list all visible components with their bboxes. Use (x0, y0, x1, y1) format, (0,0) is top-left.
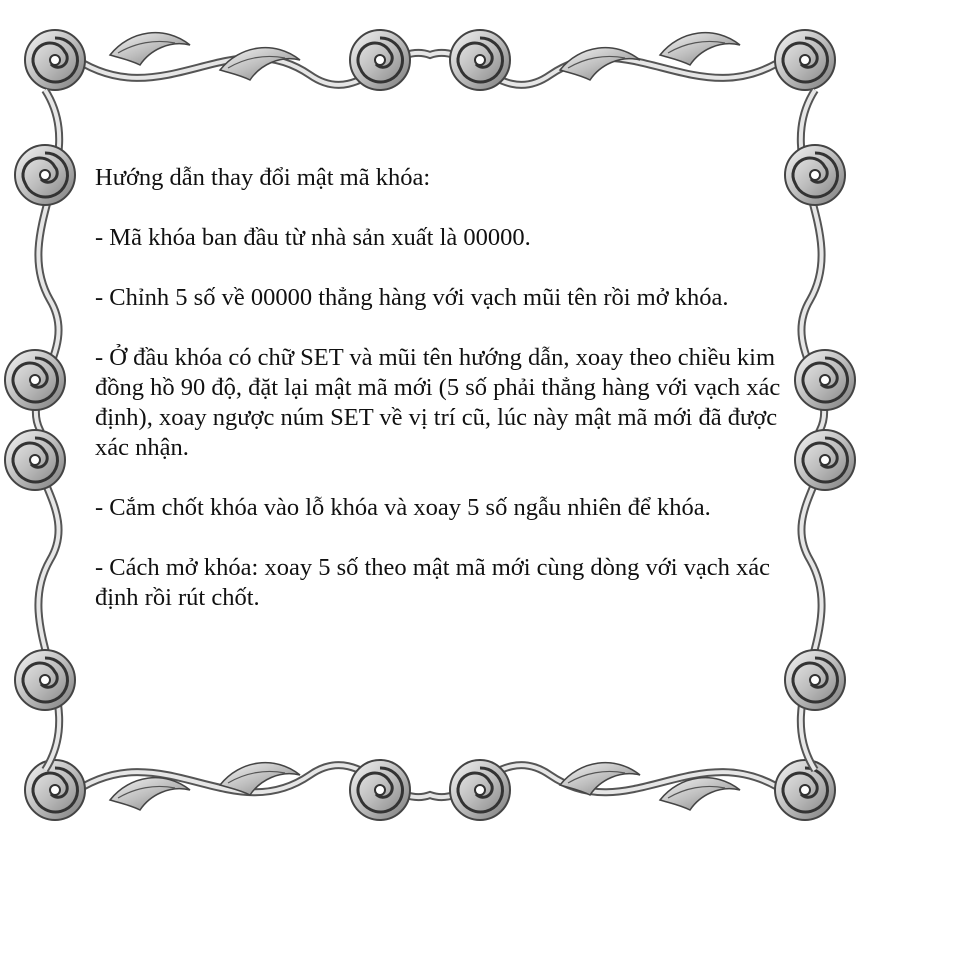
instruction-step: - Cách mở khóa: xoay 5 số theo mật mã mới cùng dòng với vạch xác định rồi rút chốt. (95, 554, 771, 611)
instruction-step: - Mã khóa ban đầu từ nhà sản xuất là 00000. (95, 224, 531, 251)
instructions-text (95, 163, 785, 643)
top-border (25, 30, 835, 90)
instructions-title: Hướng dẫn thay đổi mật mã khóa: (95, 164, 431, 191)
left-border (5, 90, 75, 770)
instruction-step: - Ở đầu khóa có chữ SET và mũi tên hướng dẫn, xoay theo chiều kim đồng hồ 90 độ, đặt lại mật mã mới (5 số phải thẳng hàng với vạch xác định), xoay ngược núm SET về vị trí cũ, lúc này mật mã mới đã được xác nhận. (95, 344, 781, 461)
instruction-step: - Chỉnh 5 số về 00000 thẳng hàng với vạch mũi tên rồi mở khóa. (95, 284, 729, 311)
right-border (785, 90, 855, 770)
instruction-step: - Cắm chốt khóa vào lỗ khóa và xoay 5 số ngẫu nhiên để khóa. (95, 494, 711, 521)
bottom-border (25, 760, 835, 820)
